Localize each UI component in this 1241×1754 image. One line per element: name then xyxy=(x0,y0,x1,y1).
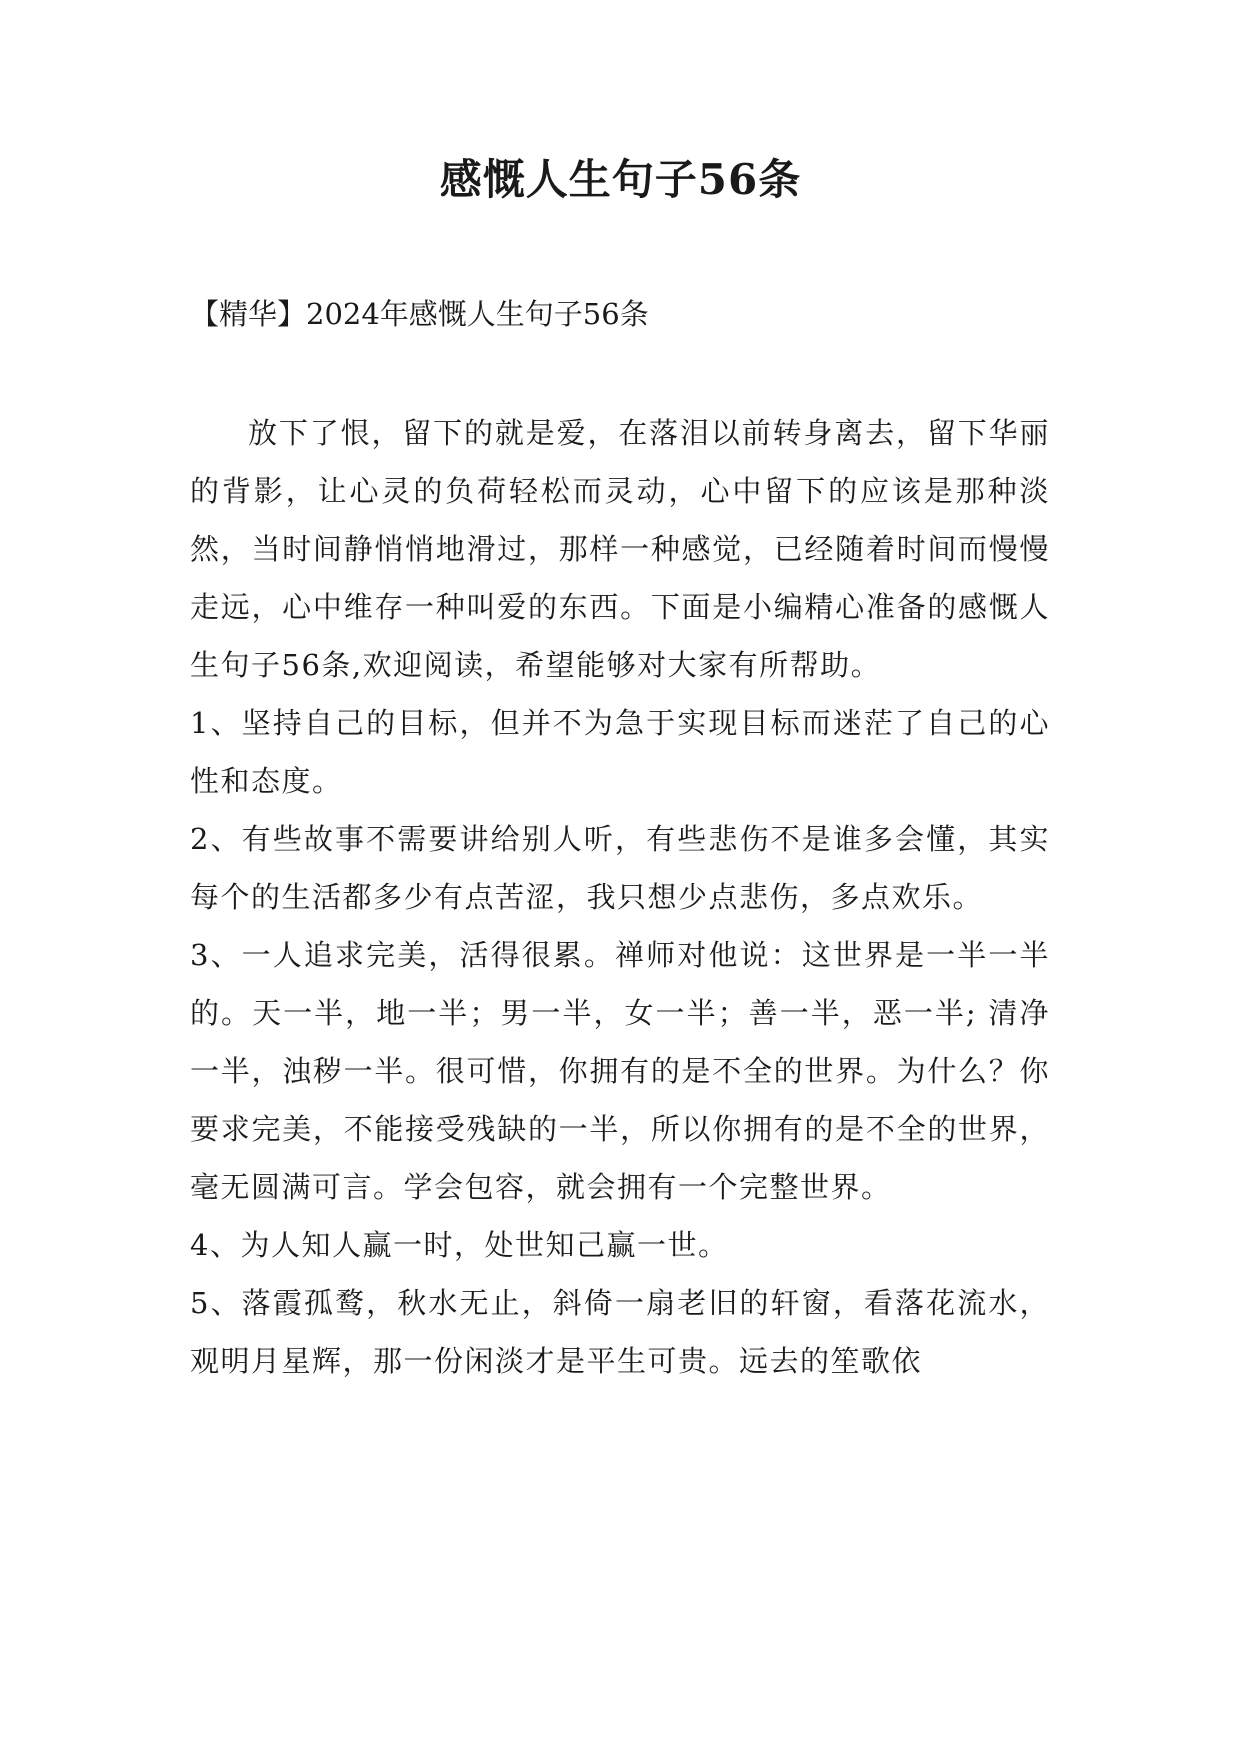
list-item: 4、为人知人赢一时，处世知己赢一世。 xyxy=(190,1228,729,1262)
list-item: 5、落霞孤鹜，秋水无止，斜倚一扇老旧的轩窗，看落花流水，观明月星辉，那一份闲淡才是平生可贵。远去的笙歌依 xyxy=(190,1286,1050,1378)
document-subtitle: 【精华】2024年感慨人生句子56条 xyxy=(190,297,649,331)
list-item: 2、有些故事不需要讲给别人听，有些悲伤不是谁多会懂，其实每个的生活都多少有点苦涩，我只想少点悲伤，多点欢乐。 xyxy=(190,822,1050,914)
list-item: 1、坚持自己的目标，但并不为急于实现目标而迷茫了自己的心性和态度。 xyxy=(190,706,1050,798)
document-body xyxy=(190,404,1050,1390)
intro-paragraph: 放下了恨，留下的就是爱，在落泪以前转身离去，留下华丽的背影，让心灵的负荷轻松而灵动，心中留下的应该是那种淡然，当时间静悄悄地滑过，那样一种感觉，已经随着时间而慢慢走远，心中维存一种叫爱的东西。下面是小编精心准备的感慨人生句子56条,欢迎阅读，希望能够对大家有所帮助。 xyxy=(190,416,1050,682)
document-title: 感慨人生句子56条 xyxy=(439,155,802,204)
list-item: 3、一人追求完美，活得很累。禅师对他说：这世界是一半一半的。天一半，地一半；男一半，女一半；善一半，恶一半; 清净一半，浊秽一半。很可惜，你拥有的是不全的世界。为什么？你要求完美，不能接受残缺的一半，所以你拥有的是不全的世界，毫无圆满可言。学会包容，就会拥有一个完整世界。 xyxy=(190,938,1050,1204)
